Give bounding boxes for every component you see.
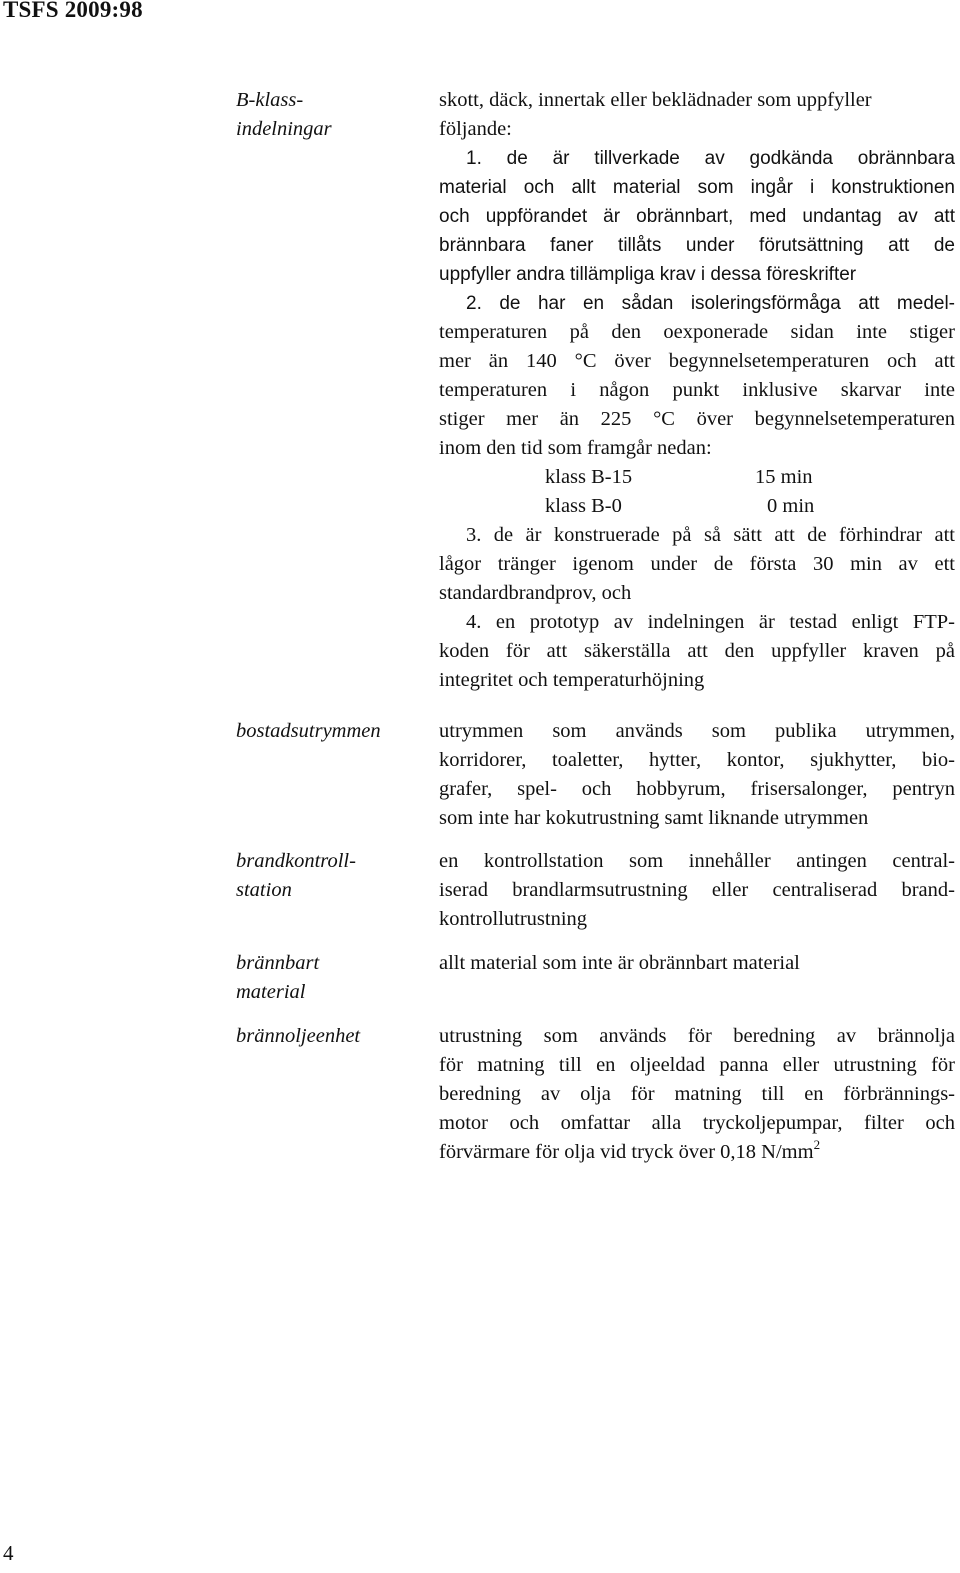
definition-line: en kontrollstation som innehåller antingen central- — [439, 850, 955, 872]
definition-line-text: förvärmare för olja vid tryck över 0,18 N/mm — [439, 1141, 814, 1163]
klass-time: 0 min — [767, 495, 815, 517]
definition-line: grafer, spel- och hobbyrum, frisersalonger, pentryn — [439, 778, 955, 800]
item-3-line: 3. de är konstruerade på så sätt att de förhindrar att — [466, 524, 955, 546]
term-brannoljeenhet — [236, 1022, 426, 1051]
item-4-line: 4. en prototyp av indelningen är testad enligt FTP- — [466, 611, 955, 633]
definition-brannoljeenhet — [439, 1022, 955, 1167]
intro-line: skott, däck, innertak eller beklädnader som uppfyller — [439, 89, 872, 111]
term-brannbart-material — [236, 949, 426, 1007]
definition-line: korridorer, toaletter, hytter, kontor, sjukhytter, bio- — [439, 749, 955, 771]
item-4-line: koden för att säkerställa att den uppfyller kraven på — [439, 640, 955, 662]
item-1-line: uppfyller andra tillämpliga krav i dessa föreskrifter — [439, 264, 857, 285]
item-2-line: inom den tid som framgår nedan: — [439, 437, 712, 459]
item-2-line: stiger mer än 225 °C över begynnelsetemperaturen — [439, 408, 955, 430]
item-3-line: standardbrandprov, och — [439, 582, 632, 604]
definition-entry-b-klass — [0, 86, 960, 717]
page-number: 4 — [3, 1541, 14, 1565]
klass-row-b-15 — [439, 463, 955, 492]
item-1-line: 1. de är tillverkade av godkända obrännbara — [466, 148, 955, 169]
term-b-klass-indelningar — [236, 86, 426, 144]
definition-line: iserad brandlarmsutrustning eller centraliserad brand- — [439, 879, 955, 901]
term-line: bostadsutrymmen — [236, 720, 381, 742]
definition-b-klass — [439, 86, 955, 695]
intro-line: följande: — [439, 118, 512, 140]
term-line: station — [236, 879, 292, 901]
klass-time: 15 min — [755, 466, 813, 488]
klass-name: klass B-15 — [545, 466, 633, 488]
definition-line: kontrollutrustning — [439, 908, 588, 930]
term-line: material — [236, 981, 306, 1003]
item-2-line: mer än 140 °C över begynnelsetemperaturen och att — [439, 350, 955, 372]
definition-line: för matning till en oljeeldad panna eller utrustning för — [439, 1054, 955, 1076]
klass-name: klass B-0 — [545, 495, 622, 517]
item-1-line: brännbara faner tillåts under förutsättning att de — [439, 235, 955, 256]
definition-list — [0, 86, 960, 1167]
item-4-line: integritet och temperaturhöjning — [439, 669, 705, 691]
definition-line: utrymmen som används som publika utrymmen, — [439, 720, 955, 742]
definition-line: motor och omfattar alla tryckoljepumpar, filter och — [439, 1112, 955, 1134]
definition-line: allt material som inte är obrännbart material — [439, 952, 800, 974]
item-3-line: lågor tränger igenom under de första 30 min av ett — [439, 553, 955, 575]
item-2-line: 2. de har en sådan isoleringsförmåga att medel- — [466, 293, 955, 314]
term-line: brännoljeenhet — [236, 1025, 361, 1047]
term-line: brandkontroll- — [236, 850, 356, 872]
definition-brannbart-material — [439, 949, 955, 978]
term-line: B-klass- — [236, 89, 304, 111]
superscript: 2 — [813, 1137, 821, 1152]
item-1-line: och uppförandet är obrännbart, med undantag av att — [439, 206, 955, 227]
definition-entry-brannoljeenhet — [0, 1022, 960, 1167]
definition-line: som inte har kokutrustning samt liknande utrymmen — [439, 807, 869, 829]
document-code: TSFS 2009:98 — [3, 0, 143, 22]
definition-line: beredning av olja för matning till en förbrännings- — [439, 1083, 955, 1105]
term-line: indelningar — [236, 118, 332, 140]
definition-entry-bostadsutrymmen — [0, 717, 960, 847]
item-2-line: temperaturen i någon punkt inklusive skarvar inte — [439, 379, 955, 401]
definition-last-line — [439, 1138, 955, 1167]
definition-entry-brandkontrollstation — [0, 847, 960, 949]
definition-line: utrustning som används för beredning av brännolja — [439, 1025, 955, 1047]
item-1-line: material och allt material som ingår i konstruktionen — [439, 177, 955, 198]
term-line: brännbart — [236, 952, 320, 974]
definition-brandkontrollstation — [439, 847, 955, 934]
term-brandkontrollstation — [236, 847, 426, 905]
item-2-line: temperaturen på den oexponerade sidan inte stiger — [439, 321, 955, 343]
definition-entry-brannbart-material — [0, 949, 960, 1022]
klass-row-b-0 — [439, 492, 955, 521]
definition-bostadsutrymmen — [439, 717, 955, 833]
term-bostadsutrymmen — [236, 717, 426, 746]
